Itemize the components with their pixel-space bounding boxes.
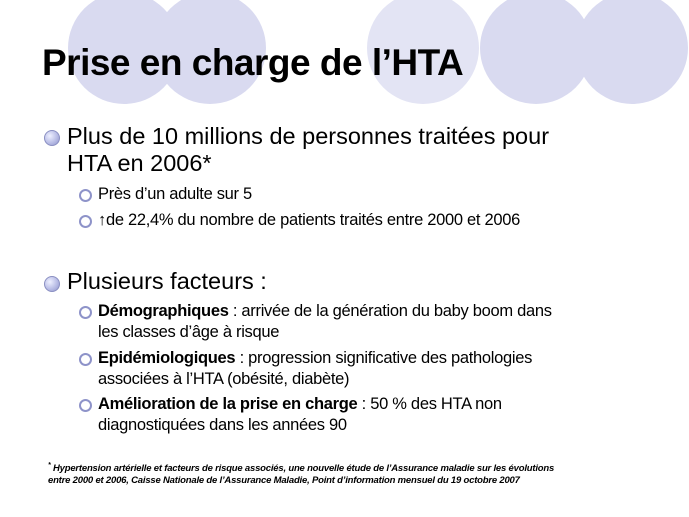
- sub-bullet-icon: [79, 353, 92, 366]
- bullet-text: [67, 123, 549, 177]
- sub-bullet-text: [98, 394, 502, 436]
- slide-title: Prise en charge de l’HTA: [42, 42, 464, 83]
- factor-text: diagnostiquées dans les années 90: [98, 416, 347, 434]
- bullet-icon: [44, 130, 60, 146]
- factor-text: associées à l’HTA (obésité, diabète): [98, 370, 350, 388]
- bullet-icon: [44, 276, 60, 292]
- bullet-text: Plusieurs facteurs :: [67, 268, 267, 294]
- sub-bullet-icon: [79, 399, 92, 412]
- footnote-line: entre 2000 et 2006, Caisse Nationale de l’Assurance Maladie, Point d’information mensuel du 19 octobre 2007: [48, 475, 520, 487]
- sub-bullet-icon: [79, 189, 92, 202]
- factor-text: : arrivée de la génération du baby boom dans: [228, 302, 552, 320]
- factor-label: Epidémiologiques: [98, 349, 236, 367]
- factor-text: : progression significative des pathologies: [235, 349, 533, 367]
- sub-bullet-text: [98, 210, 520, 231]
- sub-bullet-text: [98, 348, 532, 390]
- sub-bullet-icon: [79, 306, 92, 319]
- factor-label: Démographiques: [98, 302, 229, 320]
- footnote-line: Hypertension artérielle et facteurs de risque associés, une nouvelle étude de l’Assurance maladie sur les évolutions: [50, 463, 555, 475]
- up-arrow-icon: ↑: [98, 211, 106, 229]
- factor-text: : 50 % des HTA non: [357, 395, 502, 413]
- sub-bullet-text: [98, 301, 552, 343]
- decorative-circle: [576, 0, 688, 104]
- factor-label: Amélioration de la prise en charge: [98, 395, 358, 413]
- sub-bullet-icon: [79, 215, 92, 228]
- bullet-line: HTA en 2006*: [67, 150, 212, 176]
- footnote-mark: *: [48, 462, 51, 469]
- bullet-line: Plus de 10 millions de personnes traitées pour: [67, 123, 550, 149]
- sub-bullet-label: de 22,4% du nombre de patients traités entre 2000 et 2006: [105, 211, 520, 229]
- sub-bullet-text: Près d’un adulte sur 5: [98, 185, 252, 203]
- factor-text: les classes d’âge à risque: [98, 323, 280, 341]
- footnote: [48, 460, 678, 487]
